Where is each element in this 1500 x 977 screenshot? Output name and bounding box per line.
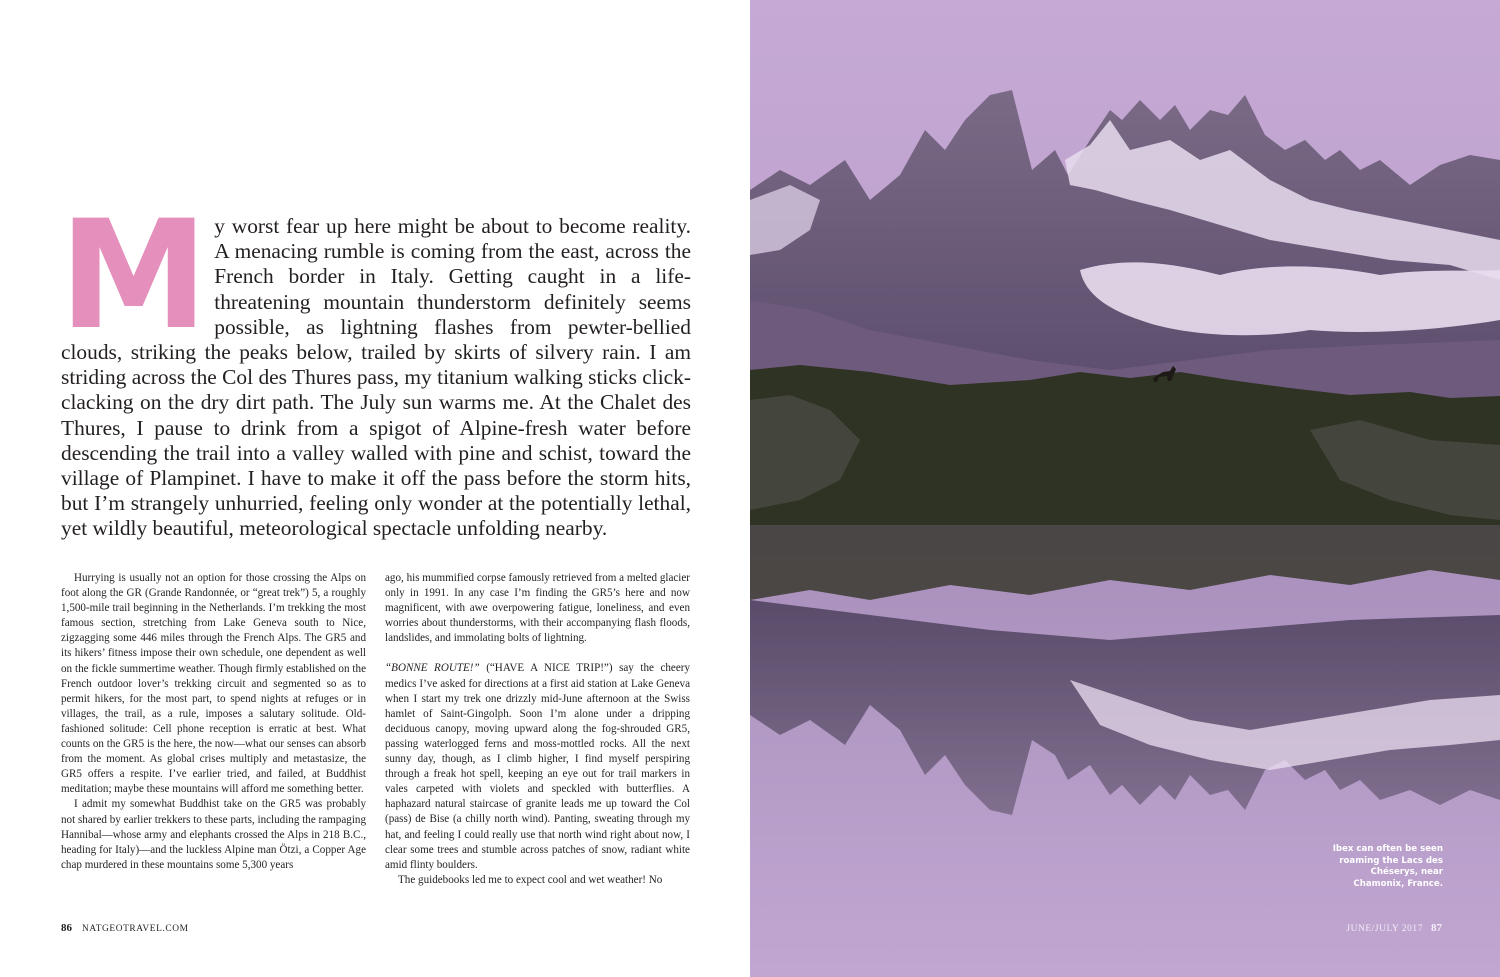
- right-page: [750, 0, 1500, 977]
- site-name: NATGEOTRAVEL.COM: [82, 924, 189, 934]
- body-paragraph: I admit my somewhat Buddhist take on the GR5 was probably not shared by earlier trekkers to these parts, including the rampaging Hannibal—whose army and elephants crossed the Alps in 218 B.C., heading for Italy)—and the luckless Alpine man Ötzi, a Copper Age chap murdered in these mountains some 5,300 years: [61, 798, 366, 871]
- body-paragraph: Hurrying is usually not an option for those crossing the Alps on foot along the GR (Grande Randonnée, or “great trek”) 5, a roughly 1,500-mile trail beginning in the Netherlands. I’m trekking the most famous section, stretching from Lake Geneva south to Nice, zigzagging some 446 miles through the French Alps. The GR5 and its hikers’ fitness impose their own schedule, one dependent as well on the fickle summertime weather. Though firmly established on the French outdoor lover’s trekking circuit and segmented so as to permit hikers, for the most part, to spend nights at refuges or in villages, the trail, as a rule, imposes a salutary solitude. Old-fashioned solitude: Cell phone reception is erratic at best. What counts on the GR5 is the here, the now—what our senses can absorb from the moment. As global crises multiply and metastasize, the GR5 offers a respite. I’ve earlier tried, and failed, at Buddhist meditation; maybe these mountains will afford me something better.: [61, 572, 366, 796]
- quote-rest: (“HAVE A NICE TRIP!”) say the cheery medics I’ve asked for directions at a first aid station at Lake Geneva when I start my trek one drizzly mid-June afternoon at the Swiss hamlet of Saint-Gingolph. Soon I’m alone under a dripping deciduous canopy, moving upward along the fog-shrouded GR5, passing waterlogged ferns and moss-mottled rocks. All the next sunny day, though, as I climb higher, I find myself perspiring through a freak hot spell, keeping an eye out for trail markers in vales carpeted with violets and speckled with butterflies. A haphazard natural staircase of granite leads me up toward the Col (pass) de Bise (a chilly north wind). Panting, sweating through my hat, and feeling I could really use that north wind right about now, I clear some trees and stumble across patches of snow, radiant white amid flinty boulders.: [385, 662, 691, 871]
- page-number: 86: [61, 922, 72, 934]
- body-column-2: [385, 571, 690, 888]
- lede-text: y worst fear up here might be about to become reality. A menacing rumble is coming from the east, across the French border in Italy. Getting caught in a life-threatening mountain thunderstorm definitely seems possible, as lightning flashes from pewter-bellied clouds, striking the peaks below, trailed by skirts of silvery rain. I am striding across the Col des Thures pass, my titanium walking sticks click-clacking on the dry dirt path. The July sun warms me. At the Chalet des Thures, I pause to drink from a spigot of Alpine-fresh water before descending the trail into a valley walled with pine and schist, toward the village of Plampinet. I have to make it off the pass before the storm hits, but I’m strangely unhurried, feeling only wonder at the potentially lethal, yet wildly beautiful, meteorological spectacle unfolding nearby.: [61, 214, 691, 541]
- folio-right: [1346, 922, 1442, 934]
- body-paragraph: The guidebooks led me to expect cool and wet weather! No: [398, 873, 663, 886]
- body-paragraph-quote: [385, 661, 690, 872]
- issue-date: JUNE/JULY 2017: [1346, 924, 1423, 934]
- body-column-1: [61, 571, 366, 873]
- page-number: 87: [1431, 922, 1442, 934]
- drop-cap: M: [59, 189, 205, 363]
- mountain-lake-photo: [750, 0, 1500, 977]
- folio-left: [61, 922, 189, 934]
- lede-paragraph: [59, 189, 691, 542]
- photo-caption: Ibex can often be seen roaming the Lacs des Chéserys, near Chamonix, France.: [1332, 844, 1443, 889]
- quote-italic: “BONNE ROUTE!”: [385, 662, 480, 675]
- body-paragraph: ago, his mummified corpse famously retrieved from a melted glacier only in 1991. In any case I’m finding the GR5’s here and now magnificent, with awe overpowering fatigue, loneliness, and even worries about thunderstorms, with their accompanying flash floods, landslides, and immolating bolts of lightning.: [385, 572, 690, 645]
